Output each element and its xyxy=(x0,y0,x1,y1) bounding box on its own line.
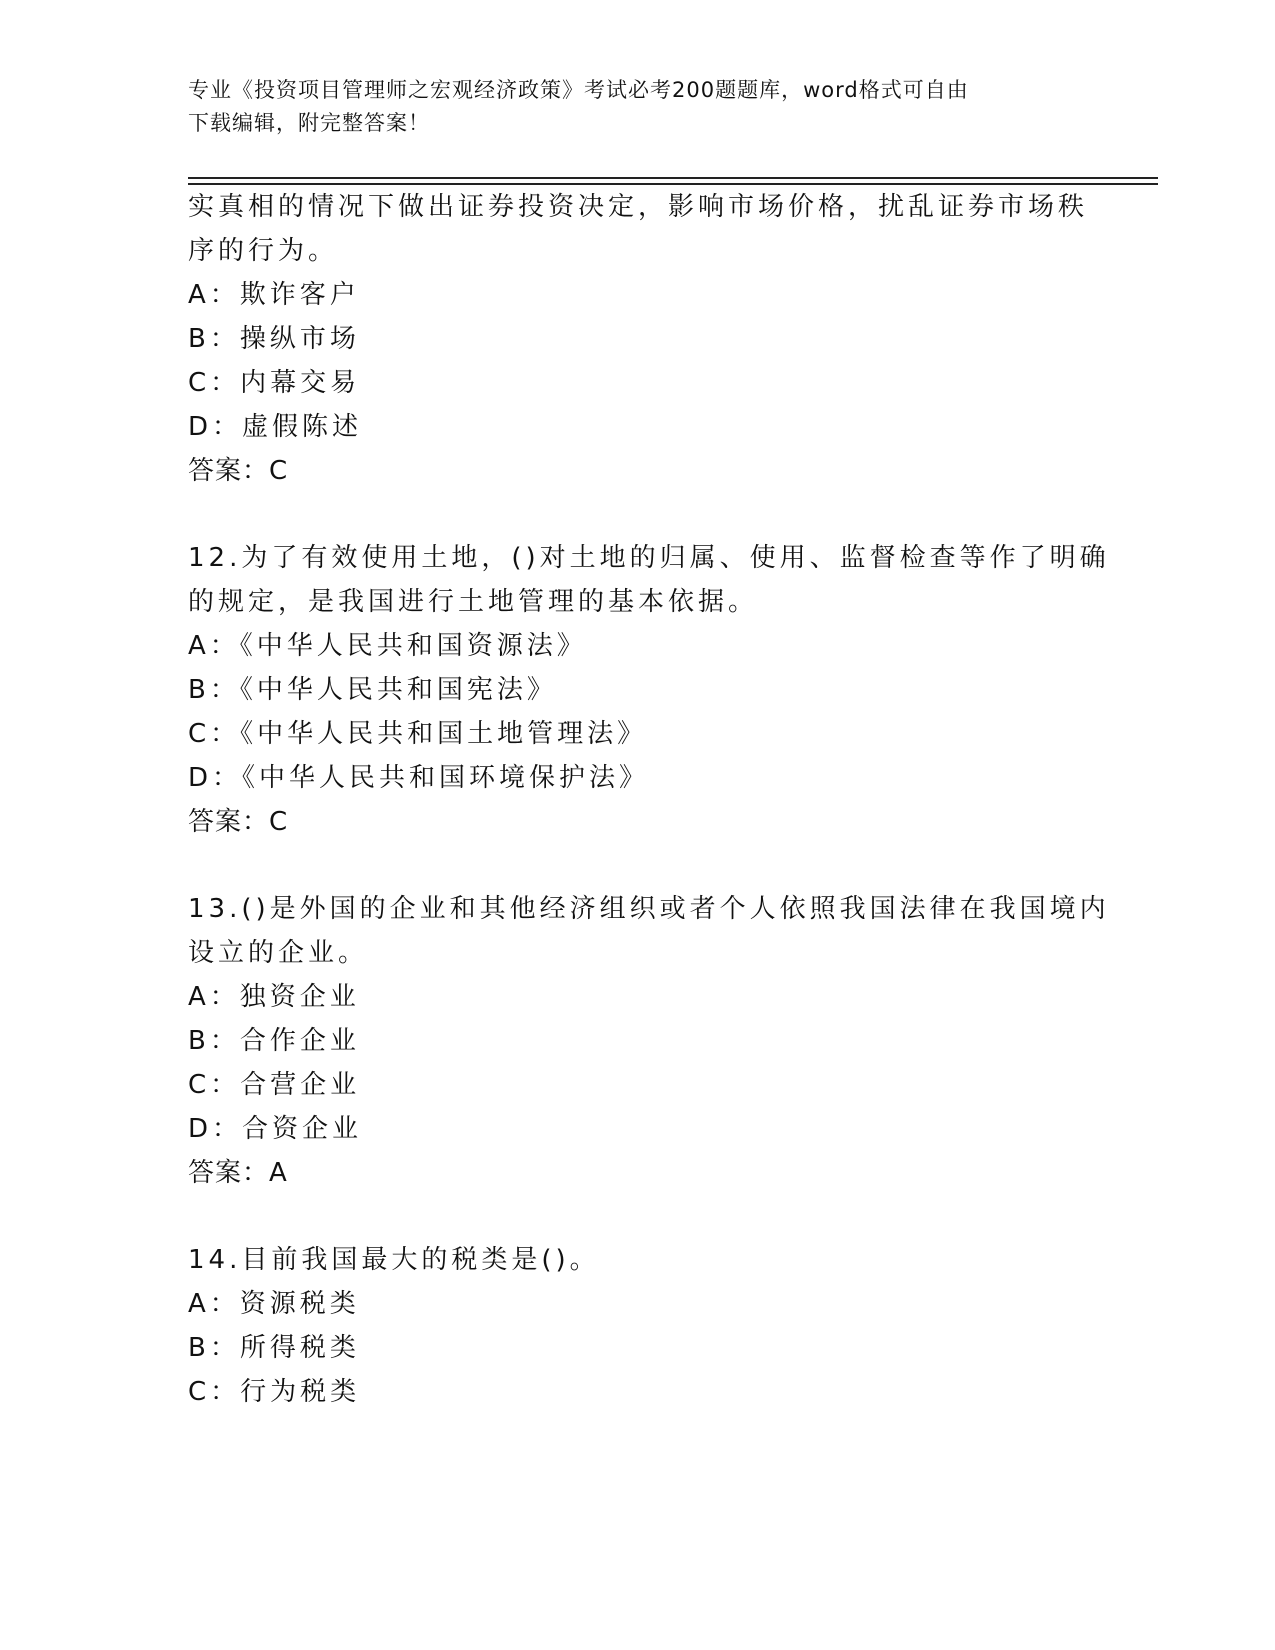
option-d: D：虚假陈述 xyxy=(188,412,363,442)
header-line-1: 专业《投资项目管理师之宏观经济政策》考试必考200题题库，word格式可自由 xyxy=(188,78,969,102)
header-divider-top xyxy=(188,177,1158,179)
option-c: C：《中华人民共和国土地管理法》 xyxy=(188,719,648,749)
header-divider-bottom xyxy=(188,183,1158,185)
question-stem: 12.为了有效使用土地，()对土地的归属、使用、监督检查等作了明确 xyxy=(188,543,1110,573)
option-c: C：合营企业 xyxy=(188,1070,361,1100)
option-a: A：资源税类 xyxy=(188,1289,360,1319)
document-header xyxy=(188,74,1088,140)
option-d: D：《中华人民共和国环境保护法》 xyxy=(188,763,650,793)
header-line-2: 下载编辑，附完整答案！ xyxy=(188,111,430,135)
question-stem: 序的行为。 xyxy=(188,236,339,266)
answer-line: 答案：C xyxy=(188,456,289,486)
question-stem: 设立的企业。 xyxy=(188,938,369,968)
option-b: B：合作企业 xyxy=(188,1026,360,1056)
question-stem: 14.目前我国最大的税类是()。 xyxy=(188,1245,600,1275)
option-a: A：独资企业 xyxy=(188,982,360,1012)
question-stem: 13.()是外国的企业和其他经济组织或者个人依照我国法律在我国境内 xyxy=(188,894,1110,924)
option-b: B：操纵市场 xyxy=(188,324,360,354)
option-d: D：合资企业 xyxy=(188,1114,363,1144)
option-b: B：《中华人民共和国宪法》 xyxy=(188,675,557,705)
answer-line: 答案：A xyxy=(188,1158,288,1188)
option-a: A：《中华人民共和国资源法》 xyxy=(188,631,587,661)
question-stem: 实真相的情况下做出证券投资决定，影响市场价格，扰乱证券市场秩 xyxy=(188,192,1089,222)
answer-line: 答案：C xyxy=(188,807,289,837)
question-stem: 的规定，是我国进行土地管理的基本依据。 xyxy=(188,587,759,617)
option-b: B：所得税类 xyxy=(188,1333,360,1363)
option-c: C：内幕交易 xyxy=(188,368,361,398)
option-c: C：行为税类 xyxy=(188,1377,361,1407)
option-a: A：欺诈客户 xyxy=(188,280,360,310)
